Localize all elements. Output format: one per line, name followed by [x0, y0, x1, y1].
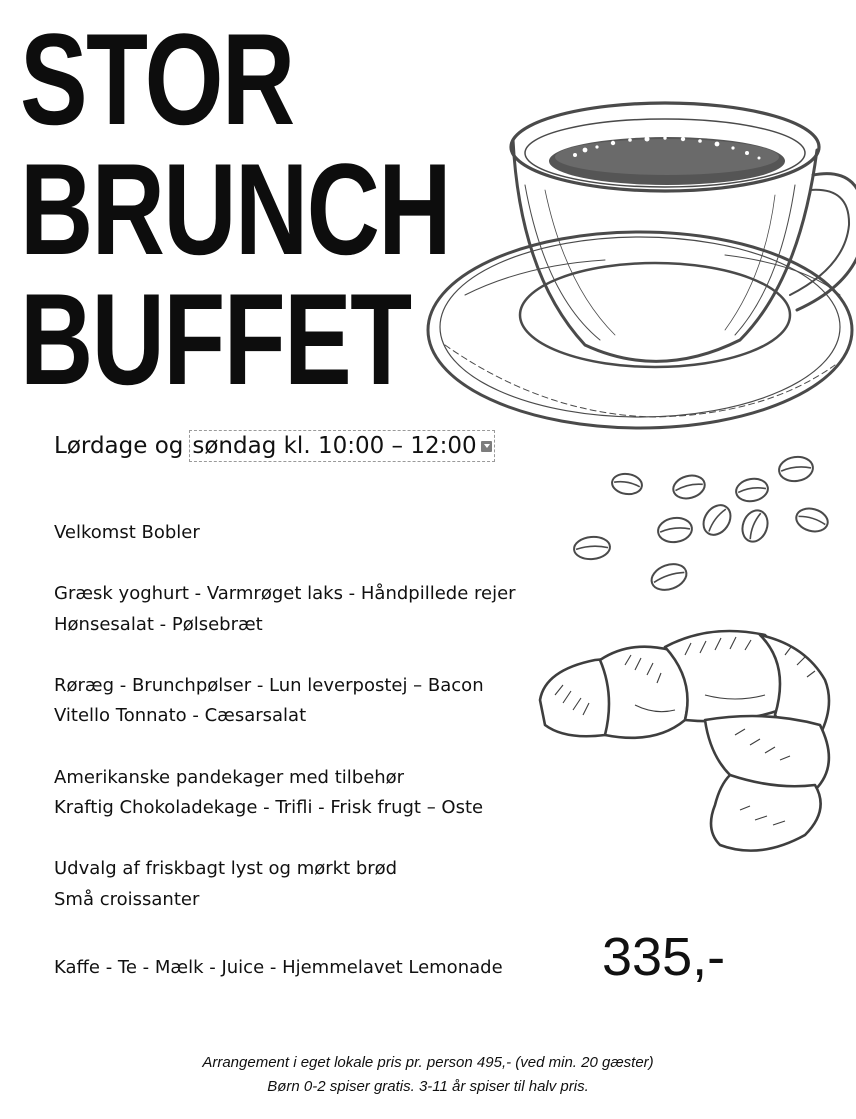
footer-line-1: Arrangement i eget lokale pris pr. person 495,- (ved min. 20 gæster) [202, 1054, 654, 1071]
menu-line: Velkomst Bobler [54, 522, 200, 543]
title-line-1: STOR [20, 6, 294, 152]
menu-line: Kaffe - Te - Mælk - Juice - Hjemmelavet Lemonade [54, 957, 503, 978]
page-title [20, 6, 451, 412]
schedule-line [54, 430, 495, 462]
menu-line: Græsk yoghurt - Varmrøget laks - Håndpillede rejer [54, 583, 516, 604]
menu-line: Små croissanter [54, 889, 200, 910]
menu-line: Amerikanske pandekager med tilbehør [54, 767, 405, 788]
menu-line: Kraftig Chokoladekage - Trifli - Frisk frugt – Oste [54, 797, 484, 818]
menu-line: Hønsesalat - Pølsebræt [54, 614, 263, 635]
price: 335,- [602, 927, 726, 987]
coffee-beans-illustration [570, 450, 840, 600]
schedule-prefix: Lørdage og [54, 433, 184, 459]
schedule-field-text: søndag kl. 10:00 – 12:00 [192, 433, 477, 459]
schedule-content-control[interactable] [189, 430, 494, 462]
dropdown-arrow-icon[interactable] [481, 441, 492, 452]
menu-line: Vitello Tonnato - Cæsarsalat [54, 705, 307, 726]
menu-line: Udvalg af friskbagt lyst og mørkt brød [54, 858, 398, 879]
title-line-3: BUFFET [20, 266, 411, 412]
footer-line-2: Børn 0-2 spiser gratis. 3-11 år spiser til halv pris. [267, 1078, 589, 1095]
coffee-cup-illustration [425, 95, 856, 455]
croissant-illustration [535, 625, 845, 860]
title-line-2: BRUNCH [20, 136, 451, 282]
menu-line: Røræg - Brunchpølser - Lun leverpostej – Bacon [54, 675, 484, 696]
